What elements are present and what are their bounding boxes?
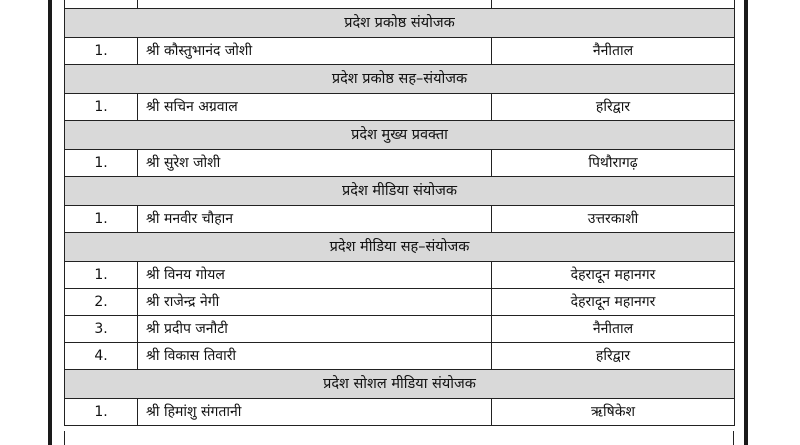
- member-district: [492, 0, 735, 9]
- row-number: 1.: [65, 206, 138, 233]
- member-name: श्री सचिन अग्रवाल: [138, 94, 492, 121]
- member-name: श्री राजेन्द्र नेगी: [138, 289, 492, 316]
- section-heading-row: [65, 65, 735, 94]
- member-district: हरिद्वार: [492, 94, 735, 121]
- section-heading-row: [65, 177, 735, 206]
- member-name: श्री प्रदीप जनौटी: [138, 316, 492, 343]
- member-district: हरिद्वार: [492, 343, 735, 370]
- row-number: 1.: [65, 94, 138, 121]
- member-name: श्री विनय गोयल: [138, 262, 492, 289]
- row-number: 1.: [65, 38, 138, 65]
- row-number: 1.: [65, 399, 138, 426]
- truncated-next-row: [64, 431, 734, 445]
- row-number: 3.: [65, 316, 138, 343]
- member-district: पिथौरागढ़: [492, 150, 735, 177]
- member-name: [138, 0, 492, 9]
- section-heading: प्रदेश मीडिया सह–संयोजक: [65, 233, 735, 262]
- member-district: उत्तरकाशी: [492, 206, 735, 233]
- office-bearers-table-container: [64, 0, 734, 426]
- row-number: [65, 0, 138, 9]
- row-number: 4.: [65, 343, 138, 370]
- table-row: [65, 316, 735, 343]
- member-district: नैनीताल: [492, 316, 735, 343]
- section-heading-row: [65, 121, 735, 150]
- table-row: [65, 38, 735, 65]
- member-name: श्री विकास तिवारी: [138, 343, 492, 370]
- row-number: 1.: [65, 150, 138, 177]
- member-name: श्री सुरेश जोशी: [138, 150, 492, 177]
- table-row: [65, 206, 735, 233]
- section-heading: प्रदेश प्रकोष्ठ सह–संयोजक: [65, 65, 735, 94]
- table-row: [65, 289, 735, 316]
- section-heading: प्रदेश सोशल मीडिया संयोजक: [65, 370, 735, 399]
- table-row: [65, 343, 735, 370]
- table-body: [65, 0, 735, 426]
- member-district: देहरादून महानगर: [492, 289, 735, 316]
- row-number: 1.: [65, 262, 138, 289]
- section-heading: प्रदेश मीडिया संयोजक: [65, 177, 735, 206]
- section-heading: प्रदेश मुख्य प्रवक्ता: [65, 121, 735, 150]
- member-name: श्री कौस्तुभानंद जोशी: [138, 38, 492, 65]
- section-heading: प्रदेश प्रकोष्ठ संयोजक: [65, 9, 735, 38]
- row-number: 2.: [65, 289, 138, 316]
- section-heading-row: [65, 233, 735, 262]
- table-row: [65, 399, 735, 426]
- member-district: देहरादून महानगर: [492, 262, 735, 289]
- member-district: नैनीताल: [492, 38, 735, 65]
- table-row: [65, 94, 735, 121]
- table-row: [65, 150, 735, 177]
- table-row: [65, 262, 735, 289]
- member-name: श्री मनवीर चौहान: [138, 206, 492, 233]
- office-bearers-table: [64, 0, 735, 426]
- table-row: [65, 0, 735, 9]
- section-heading-row: [65, 370, 735, 399]
- section-heading-row: [65, 9, 735, 38]
- member-name: श्री हिमांशु संगतानी: [138, 399, 492, 426]
- member-district: ऋषिकेश: [492, 399, 735, 426]
